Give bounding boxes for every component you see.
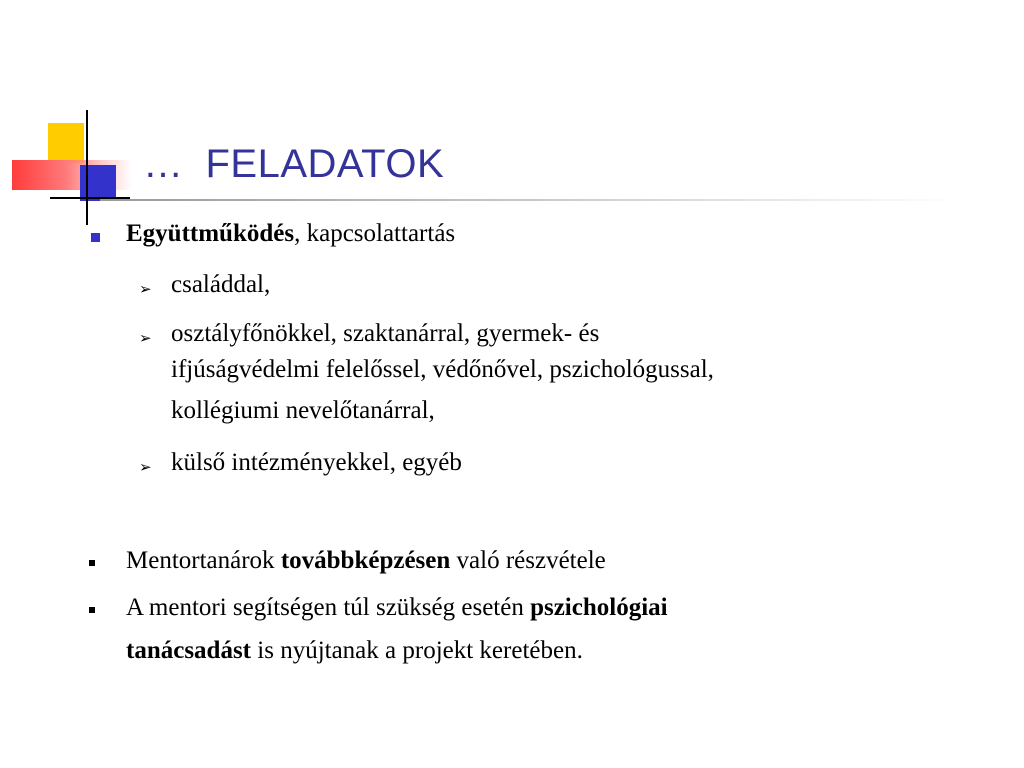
bold-text: Együttműködés <box>126 220 295 247</box>
bold-text: tanácsadást <box>126 637 252 664</box>
bullet-small-square-icon <box>89 607 95 613</box>
text: , kapcsolattartás <box>294 220 456 247</box>
bullet-item-counseling-line2 <box>126 633 583 669</box>
text: való részvétele <box>450 547 606 574</box>
text: Mentortanárok <box>126 547 281 574</box>
chevron-bullet-icon: ➢ <box>139 329 152 347</box>
bullet-square-icon <box>91 233 100 242</box>
text: is nyújtanak a projekt keretében. <box>251 637 583 664</box>
bullet-item-training <box>126 543 606 579</box>
sub-item-staff-line1: osztályfőnökkel, szaktanárral, gyermek- és <box>171 320 600 347</box>
bold-text: továbbképzésen <box>280 547 451 574</box>
bullet-item-counseling-line1 <box>126 590 668 626</box>
text: A mentori segítségen túl szükség esetén <box>126 594 531 621</box>
title-text: FELADATOK <box>205 142 445 186</box>
bold-text: pszichológiai <box>530 594 668 621</box>
bullet-small-square-icon <box>89 560 95 566</box>
sub-item-family: családdal, <box>171 271 271 298</box>
sub-item-staff-line3: kollégiumi nevelőtanárral, <box>171 397 435 424</box>
title-ellipsis: … <box>143 142 184 186</box>
bullet-item-cooperation <box>126 216 455 252</box>
sub-item-external: külső intézményekkel, egyéb <box>171 449 462 476</box>
chevron-bullet-icon: ➢ <box>139 280 152 298</box>
chevron-bullet-icon: ➢ <box>139 458 152 476</box>
sub-item-staff-line2: ifjúságvédelmi felelőssel, védőnővel, pszichológussal, <box>171 356 714 383</box>
